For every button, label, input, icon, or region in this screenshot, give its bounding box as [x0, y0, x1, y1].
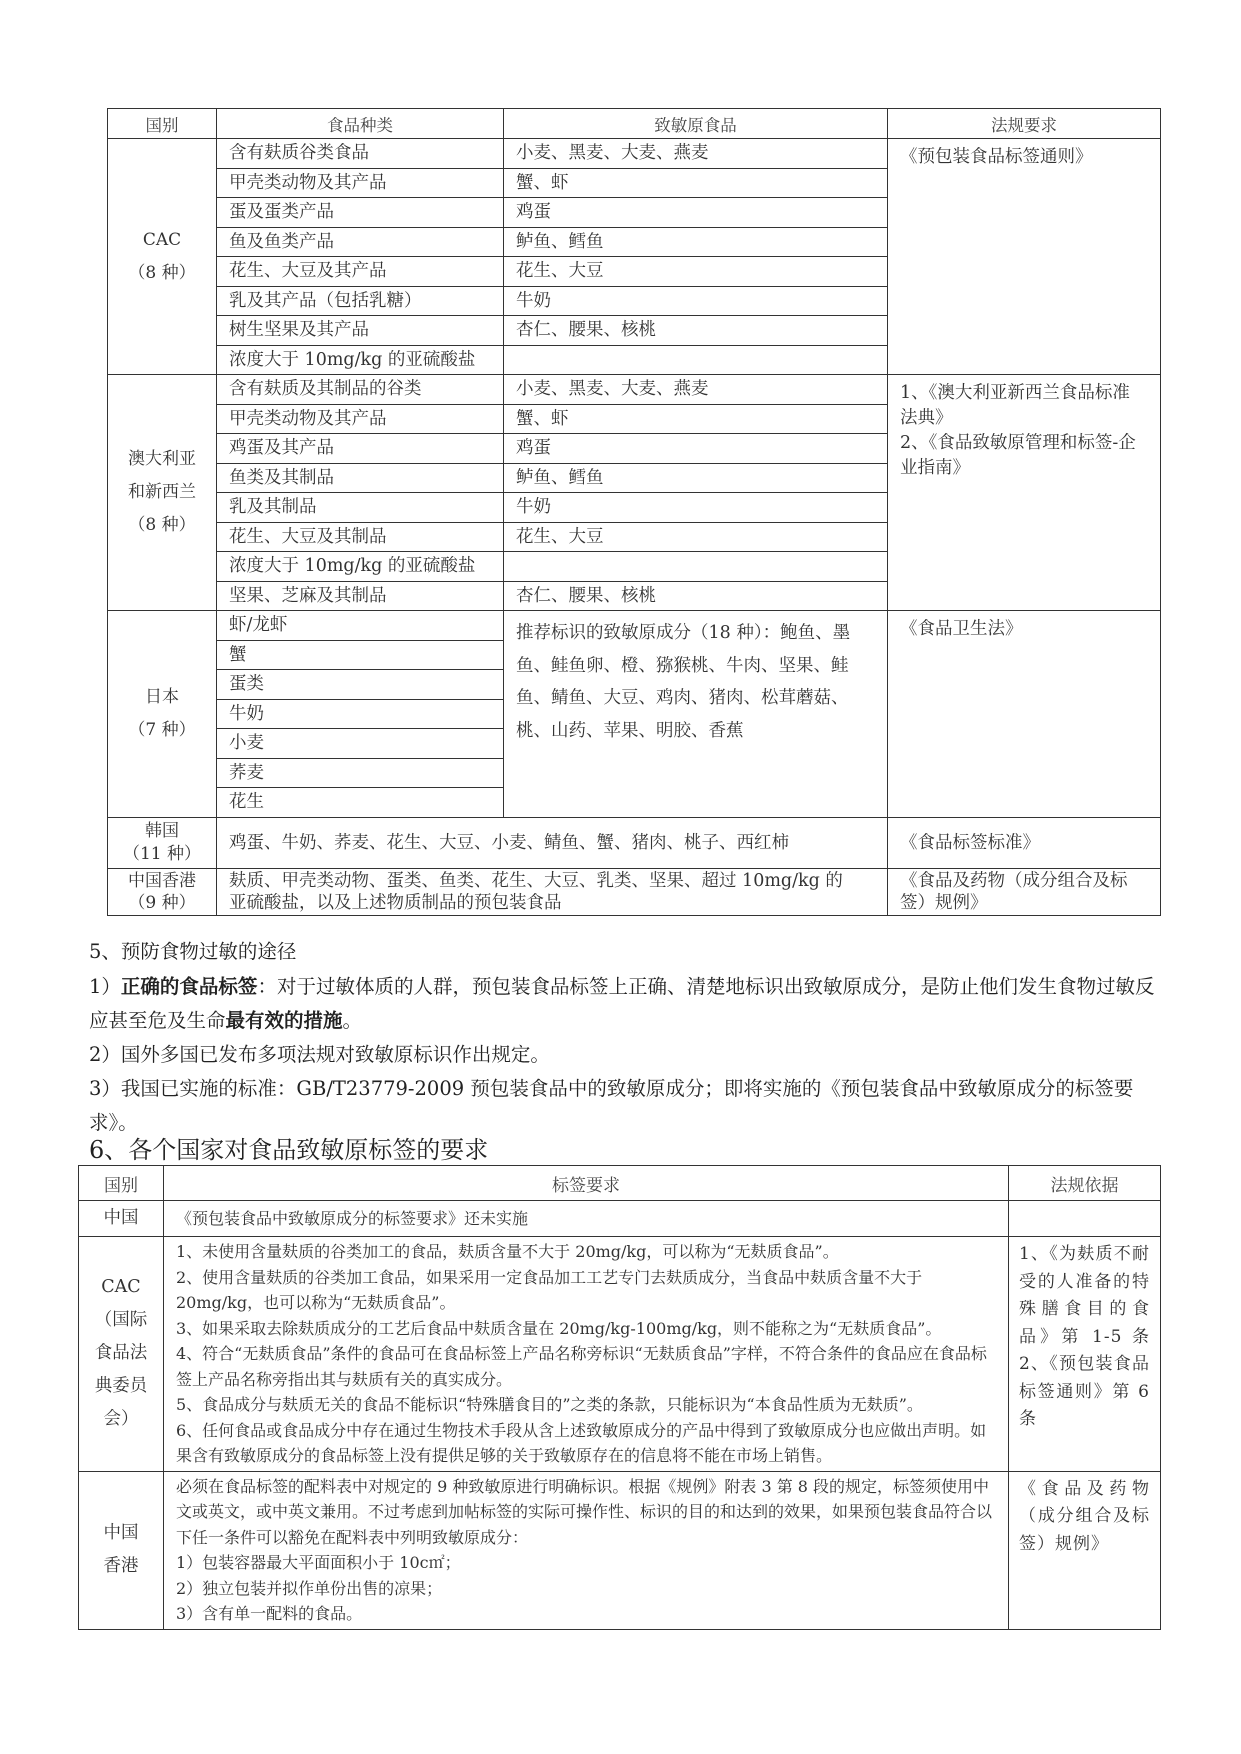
country-name: 中国香港: [128, 870, 196, 891]
country-cell-korea: [108, 817, 217, 868]
header-country: 国别: [79, 1166, 164, 1201]
food-cell: 花生: [217, 788, 504, 818]
country-name: CAC: [142, 229, 182, 250]
law-cell-hongkong: 《食品及药物（成分组合及标签）规例》: [1009, 1471, 1161, 1629]
bold-phrase: 最有效的措施: [225, 1009, 343, 1032]
allergen-cell: 小麦、黑麦、大麦、燕麦: [504, 375, 888, 405]
food-cell: 乳及其产品（包括乳糖）: [217, 286, 504, 316]
header-label-requirement: 标签要求: [164, 1166, 1009, 1201]
law-cell-japan: 《食品卫生法》: [888, 611, 1161, 818]
table-header-row: [108, 109, 1161, 139]
table-header-row: [79, 1166, 1161, 1201]
requirement-item: 1）包装容器最大平面面积小于 10c㎡；: [176, 1553, 461, 1572]
allergen-line: 桃、山药、苹果、明胶、香蕉: [516, 720, 744, 741]
law-line: 业指南》: [900, 458, 970, 478]
country-name-2: 和新西兰: [128, 482, 196, 502]
law-cell-hongkong: [888, 868, 1161, 915]
food-cell: 浓度大于 10mg/kg 的亚硫酸盐: [217, 552, 504, 582]
allergen-cell-hongkong: [217, 868, 888, 915]
country-count: （9 种）: [128, 892, 196, 913]
requirement-item: 4、符合“无麸质食品”条件的食品可在食品标签上产品名称旁标识“无麸质食品”字样，不符合条件的食品应在食品标签上产品名称旁指出其与麸质有关的真实成分。: [176, 1344, 987, 1389]
country-cell-anz: [108, 375, 217, 611]
food-cell: 浓度大于 10mg/kg 的亚硫酸盐: [217, 345, 504, 375]
law-line: 2、《食品致敏原管理和标签-企: [900, 433, 1136, 453]
table-row: [108, 611, 1161, 641]
country-name: 韩国: [145, 820, 179, 841]
requirement-item: 5、食品成分与麸质无关的食品不能标识“特殊膳食目的”之类的条款，只能标识为“本食品性质为无麸质”。: [176, 1395, 923, 1414]
allergen-cell: 花生、大豆: [504, 522, 888, 552]
country-cell-japan: [108, 611, 217, 818]
country-cell-cac: [79, 1237, 164, 1472]
allergen-foods-table: [107, 108, 1161, 916]
table-row: [108, 139, 1161, 169]
country-cell-cac: [108, 139, 217, 375]
allergen-line: 推荐标识的致敏原成分（18 种）：鲍鱼、墨: [516, 623, 851, 643]
header-legal-basis: 法规依据: [1009, 1166, 1161, 1201]
country-line: 典委员: [94, 1376, 148, 1397]
law-cell-cac: 《预包装食品标签通则》: [888, 139, 1161, 375]
food-cell: 虾/龙虾: [217, 611, 504, 641]
country-count: （11 种）: [122, 843, 202, 864]
food-cell: 甲壳类动物及其产品: [217, 404, 504, 434]
allergen-line: 鱼、鲭鱼、大豆、鸡肉、猪肉、松茸蘑菇、: [516, 688, 849, 708]
paragraph-end: 。: [342, 1009, 363, 1032]
table-row: [79, 1237, 1161, 1472]
food-cell: 含有麸质谷类食品: [217, 139, 504, 169]
allergen-cell: [504, 552, 888, 582]
country-line: 食品法: [94, 1343, 148, 1364]
law-cell-cac: 1、《为麸质不耐受的人准备的特殊膳食目的食品》第 1-5 条 2、《预包装食品标签通则》第 6 条: [1009, 1237, 1161, 1472]
law-line: 1、《澳大利亚新西兰食品标准: [900, 383, 1130, 403]
allergen-line: 鱼、鲑鱼卵、橙、猕猴桃、牛肉、坚果、鲑: [516, 655, 849, 676]
food-cell: 荞麦: [217, 758, 504, 788]
allergen-cell: 蟹、虾: [504, 404, 888, 434]
allergen-cell: 杏仁、腰果、核桃: [504, 581, 888, 611]
header-food-type: 食品种类: [217, 109, 504, 139]
list-number: 1）: [89, 975, 121, 998]
food-cell: 蛋及蛋类产品: [217, 198, 504, 228]
law-line: 法典》: [900, 408, 953, 428]
food-cell: 花生、大豆及其制品: [217, 522, 504, 552]
country-cell-hongkong: [108, 868, 217, 915]
law-line: 签）规例》: [900, 892, 988, 913]
table-row: [108, 375, 1161, 405]
allergen-cell: 鲈鱼、鳕鱼: [504, 227, 888, 257]
section-5-title: 5、预防食物过敏的途径: [89, 940, 297, 963]
food-cell: 含有麸质及其制品的谷类: [217, 375, 504, 405]
allergen-cell: [504, 345, 888, 375]
requirement-item: 3）含有单一配料的食品。: [176, 1604, 363, 1623]
food-cell: 鱼及鱼类产品: [217, 227, 504, 257]
country-cell-china: 中国: [79, 1201, 164, 1237]
requirement-item: 必须在食品标签的配料表中对规定的 9 种致敏原进行明确标识。根据《规例》附表 3 第 8 段的规定，标签须使用中文或英文，或中英文兼用。不过考虑到加帖标签的实际可操作性、标识的目的和达到的效果，如果预包装食品符合以下任一条件可以豁免在配料表中列明致敏原成分：: [176, 1476, 993, 1547]
law-line: 《食品及药物（成分组合及标: [900, 870, 1128, 891]
allergen-line: 麸质、甲壳类动物、蛋类、鱼类、花生、大豆、乳类、坚果、超过 10mg/kg 的: [229, 870, 843, 891]
country-cell-hongkong: [79, 1471, 164, 1629]
country-line: 会）: [103, 1409, 139, 1430]
section-5-paragraph-2: 2）国外多国已发布多项法规对致敏原标识作出规定。: [89, 1043, 550, 1066]
allergen-cell: 花生、大豆: [504, 257, 888, 287]
country-line: 中国: [103, 1523, 139, 1543]
table-row: [108, 817, 1161, 868]
label-requirements-table: [78, 1165, 1161, 1630]
law-cell-korea: 《食品标签标准》: [888, 817, 1161, 868]
law-cell-anz: [888, 375, 1161, 611]
law-cell-china: [1009, 1201, 1161, 1237]
requirement-item: 6、任何食品或食品成分中存在通过生物技术手段从含上述致敏原成分的产品中得到了致敏原成分也应做出声明。如果含有致敏原成分的食品标签上没有提供足够的关于致敏原存在的信息将不能在市场上销售。: [176, 1420, 987, 1465]
allergen-cell: 蟹、虾: [504, 168, 888, 198]
requirement-item: 2）独立包装并拟作单份出售的凉果；: [176, 1578, 443, 1598]
country-count: （8 种）: [128, 262, 196, 283]
requirement-item: 3、如果采取去除麸质成分的工艺后食品中麸质含量在 20mg/kg-100mg/kg，则不能称之为“无麸质食品”。: [176, 1318, 942, 1338]
requirement-cell-hongkong: [164, 1471, 1009, 1629]
country-line: 香港: [103, 1556, 139, 1576]
bold-phrase: 正确的食品标签: [120, 975, 258, 998]
food-cell: 小麦: [217, 729, 504, 759]
paragraph-text: ：对于过敏体质的人群，预包装食品标签上正确、清楚地标识出致敏原成分，是防止他们发生食物过敏反应甚至危及生命: [89, 975, 1155, 1032]
allergen-cell: 鸡蛋: [504, 434, 888, 464]
food-cell: 蟹: [217, 640, 504, 670]
table-row: [79, 1471, 1161, 1629]
food-cell: 牛奶: [217, 699, 504, 729]
allergen-line: 亚硫酸盐，以及上述物质制品的预包装食品: [229, 892, 562, 913]
allergen-cell-korea: 鸡蛋、牛奶、荞麦、花生、大豆、小麦、鲭鱼、蟹、猪肉、桃子、西红柿: [217, 817, 888, 868]
section-6-title: 6、各个国家对食品致敏原标签的要求: [89, 1136, 489, 1164]
allergen-cell: 鲈鱼、鳕鱼: [504, 463, 888, 493]
section-5-paragraph-1: [89, 970, 1169, 1038]
header-allergen-food: 致敏原食品: [504, 109, 888, 139]
header-regulation: 法规要求: [888, 109, 1161, 139]
header-country: 国别: [108, 109, 217, 139]
allergen-cell: 牛奶: [504, 493, 888, 523]
country-count: （8 种）: [128, 515, 196, 535]
food-cell: 甲壳类动物及其产品: [217, 168, 504, 198]
requirement-cell-cac: [164, 1237, 1009, 1472]
food-cell: 树生坚果及其产品: [217, 316, 504, 346]
country-count: （7 种）: [128, 719, 196, 740]
allergen-cell: 牛奶: [504, 286, 888, 316]
food-cell: 乳及其制品: [217, 493, 504, 523]
allergen-cell-japan: [504, 611, 888, 818]
table-row: [79, 1201, 1161, 1237]
country-name: 日本: [145, 686, 179, 707]
table-row: [108, 868, 1161, 915]
food-cell: 蛋类: [217, 670, 504, 700]
food-cell: 鱼类及其制品: [217, 463, 504, 493]
requirement-cell-china: 《预包装食品中致敏原成分的标签要求》还未实施: [164, 1201, 1009, 1237]
section-5-paragraph-3: 3）我国已实施的标准：GB/T23779-2009 预包装食品中的致敏原成分；即将实施的《预包装食品中致敏原成分的标签要求》。: [89, 1077, 1134, 1134]
food-cell: 鸡蛋及其产品: [217, 434, 504, 464]
requirement-item: 2、使用含量麸质的谷类加工食品，如果采用一定食品加工工艺专门去麸质成分，当食品中麸质含量不大于 20mg/kg，也可以称为“无麸质食品”。: [176, 1267, 923, 1312]
allergen-cell: 小麦、黑麦、大麦、燕麦: [504, 139, 888, 169]
food-cell: 坚果、芝麻及其制品: [217, 581, 504, 611]
country-line: CAC: [101, 1277, 141, 1298]
country-line: （国际: [94, 1310, 148, 1331]
food-cell: 花生、大豆及其产品: [217, 257, 504, 287]
allergen-cell: 鸡蛋: [504, 198, 888, 228]
country-name: 澳大利亚: [128, 449, 196, 469]
allergen-cell: 杏仁、腰果、核桃: [504, 316, 888, 346]
requirement-item: 1、未使用含量麸质的谷类加工的食品，麸质含量不大于 20mg/kg，可以称为“无麸质食品”。: [176, 1242, 839, 1261]
